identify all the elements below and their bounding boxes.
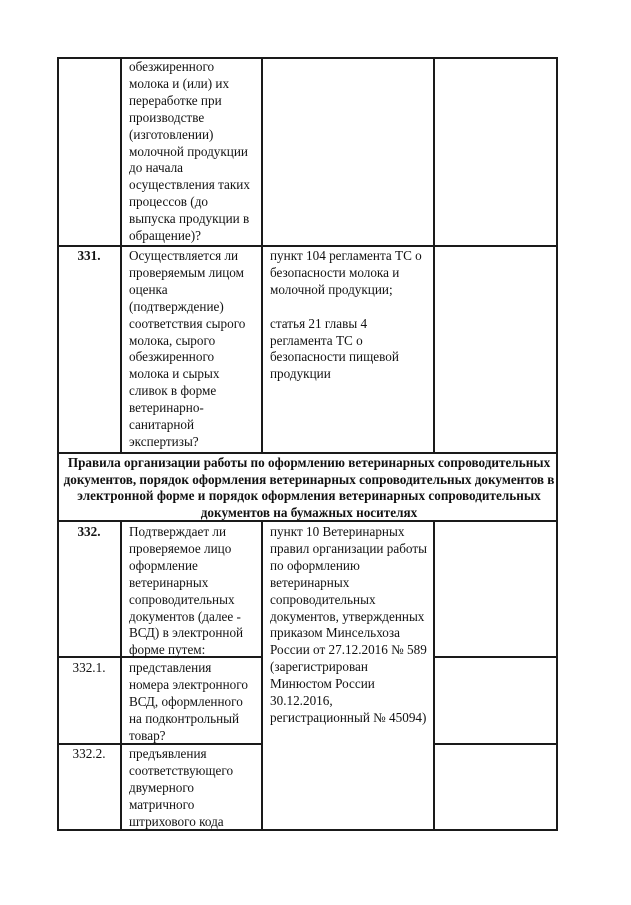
table-column-divider-2	[261, 521, 263, 831]
question-cell-331: Осуществляется ли проверяемым лицом оценка (подтверждение) соответствия сырого молока, сырого обезжиренного молока и сырых сливок в форме ветеринарно- санитарной экспертизы?	[129, 248, 246, 449]
table-border-left	[57, 57, 59, 831]
table-column-divider-3	[433, 57, 435, 453]
row-number-332: 332.	[77, 524, 101, 539]
row-divider	[433, 743, 558, 745]
section-title: Правила организации работы по оформлению ветеринарных сопроводительных документов, порядок оформления ветеринарных сопроводительных документов в электронной форме и порядок оформления ветеринарных сопроводительных документов на бумажных носителях	[63, 455, 555, 521]
question-cell-332-1: представления номера электронного ВСД, оформленного на подконтрольный товар?	[129, 660, 248, 743]
question-cell-332-2: предъявления соответствующего двумерного матричного штрихового кода	[129, 746, 234, 829]
row-divider	[433, 656, 558, 658]
legal-basis-cell-332: пункт 10 Ветеринарных правил организации работы по оформлению ветеринарных сопроводительных документов, утвержденных приказом Минсельхоза России от 27.12.2016 № 589 (зарегистрирован Минюстом России 30.12.2016, регистрационный № 45094)	[270, 524, 427, 725]
row-divider	[57, 245, 558, 247]
table-column-divider-1	[120, 57, 122, 453]
table-border-right	[556, 57, 558, 831]
legal-basis-cell-331: пункт 104 регламента ТС о безопасности молока и молочной продукции; статья 21 главы 4 регламента ТС о безопасности пищевой продукции	[270, 248, 422, 382]
table-column-divider-1	[120, 521, 122, 831]
question-cell-332: Подтверждает ли проверяемое лицо оформление ветеринарных сопроводительных документов (далее - ВСД) в электронной форме путем:	[129, 524, 244, 658]
table-column-divider-3	[433, 521, 435, 831]
table-column-divider-2	[261, 57, 263, 453]
row-divider	[57, 452, 558, 454]
question-cell-continued: обезжиренного молока и (или) их переработке при производстве (изготовлении) молочной продукции до начала осуществления таких процессов (до выпуска продукции в обращение)?	[129, 59, 250, 244]
row-number-331: 331.	[77, 248, 101, 263]
row-number-332-1: 332.1.	[72, 660, 106, 675]
row-number-332-2: 332.2.	[72, 746, 106, 761]
